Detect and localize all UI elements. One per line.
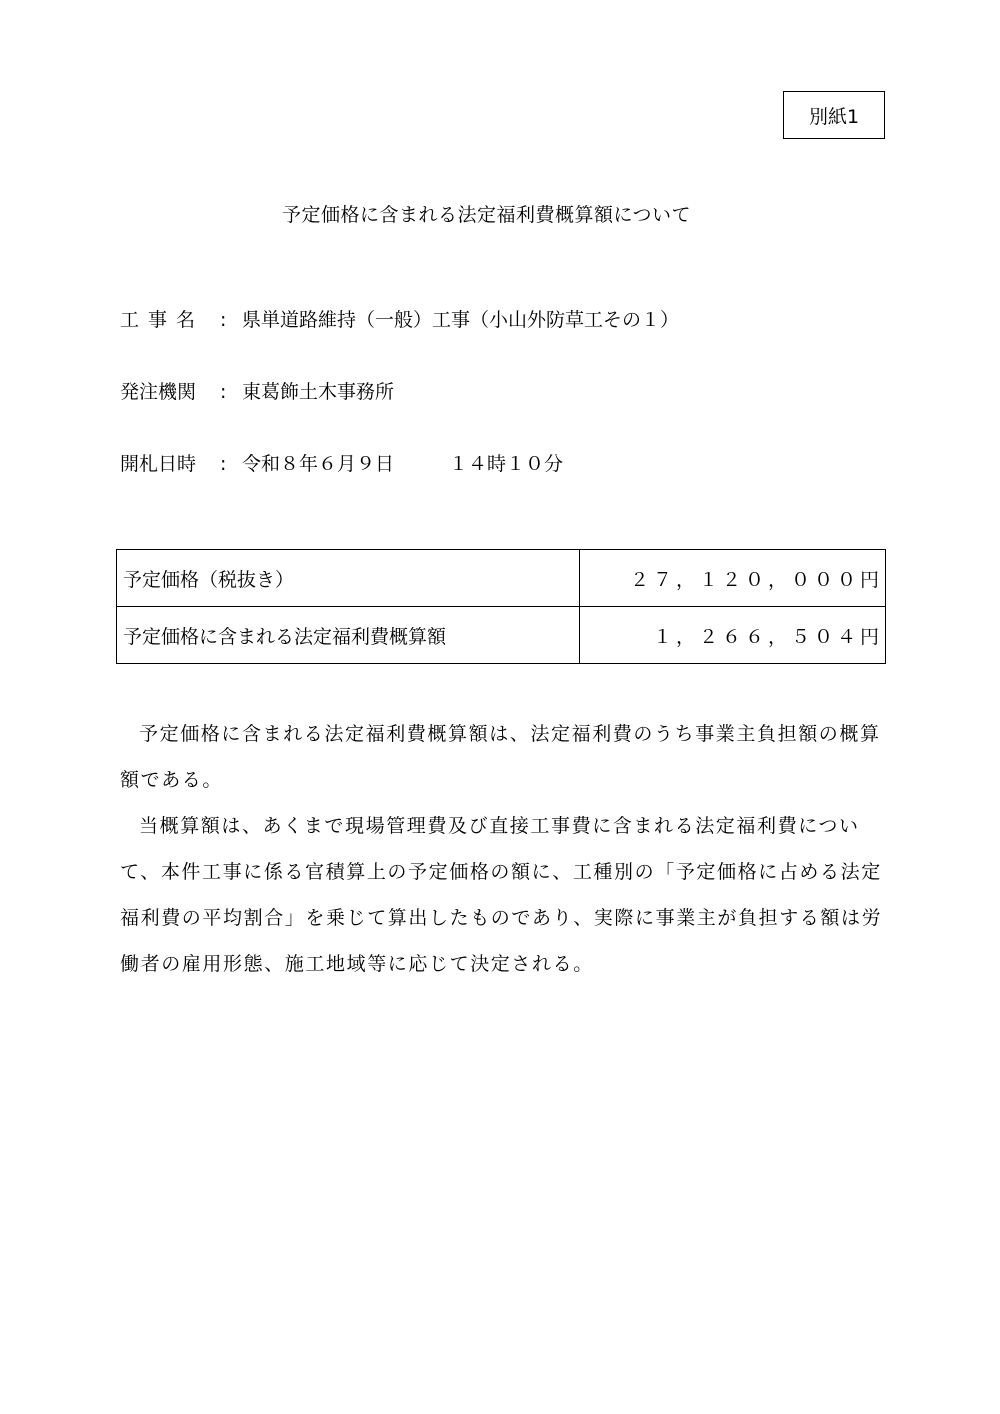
field-value-project-name: 県単道路維持（一般）工事（小山外防草工その１） (242, 309, 680, 331)
field-value-bid-opening (242, 449, 563, 476)
table-row (117, 550, 886, 607)
field-colon: : (220, 381, 227, 403)
table-cell-label: 予定価格に含まれる法定福利費概算額 (117, 607, 580, 664)
attachment-label-text: 別紙1 (808, 105, 860, 128)
field-value-ordering-agency: 東葛飾土木事務所 (242, 381, 395, 403)
field-label-project-name: 工事名 (120, 309, 205, 331)
bid-opening-date: 令和８年６月９日 (242, 453, 395, 475)
paragraph: 予定価格に含まれる法定福利費概算額は、法定福利費のうち事業主負担額の概算額である。 (120, 723, 881, 791)
field-bid-opening-datetime (120, 449, 563, 476)
explanation-text (120, 711, 888, 987)
bid-opening-time: １４時１０分 (449, 453, 564, 475)
table-row (117, 607, 886, 664)
field-label-ordering-agency: 発注機関 (120, 381, 197, 403)
document-title: 予定価格に含まれる法定福利費概算額について (281, 204, 692, 226)
table-cell-amount: １，２６６，５０４円 (580, 607, 886, 664)
field-colon: : (220, 453, 227, 475)
attachment-label (783, 91, 885, 139)
field-colon: : (220, 309, 227, 331)
table-cell-label: 予定価格（税抜き） (117, 550, 580, 607)
paragraph: 当概算額は、あくまで現場管理費及び直接工事費に含まれる法定福利費について、本件工事に係る官積算上の予定価格の額に、工種別の「予定価格に占める法定福利費の平均割合」を乗じて算出したものであり、実際に事業主が負担する額は労働者の雇用形態、施工地域等に応じて決定される。 (120, 815, 883, 975)
table-cell-amount: ２７，１２０，０００円 (580, 550, 886, 607)
field-ordering-agency (120, 377, 394, 404)
price-table (116, 549, 886, 664)
field-project-name (120, 305, 679, 332)
field-label-bid-opening: 開札日時 (120, 453, 197, 475)
